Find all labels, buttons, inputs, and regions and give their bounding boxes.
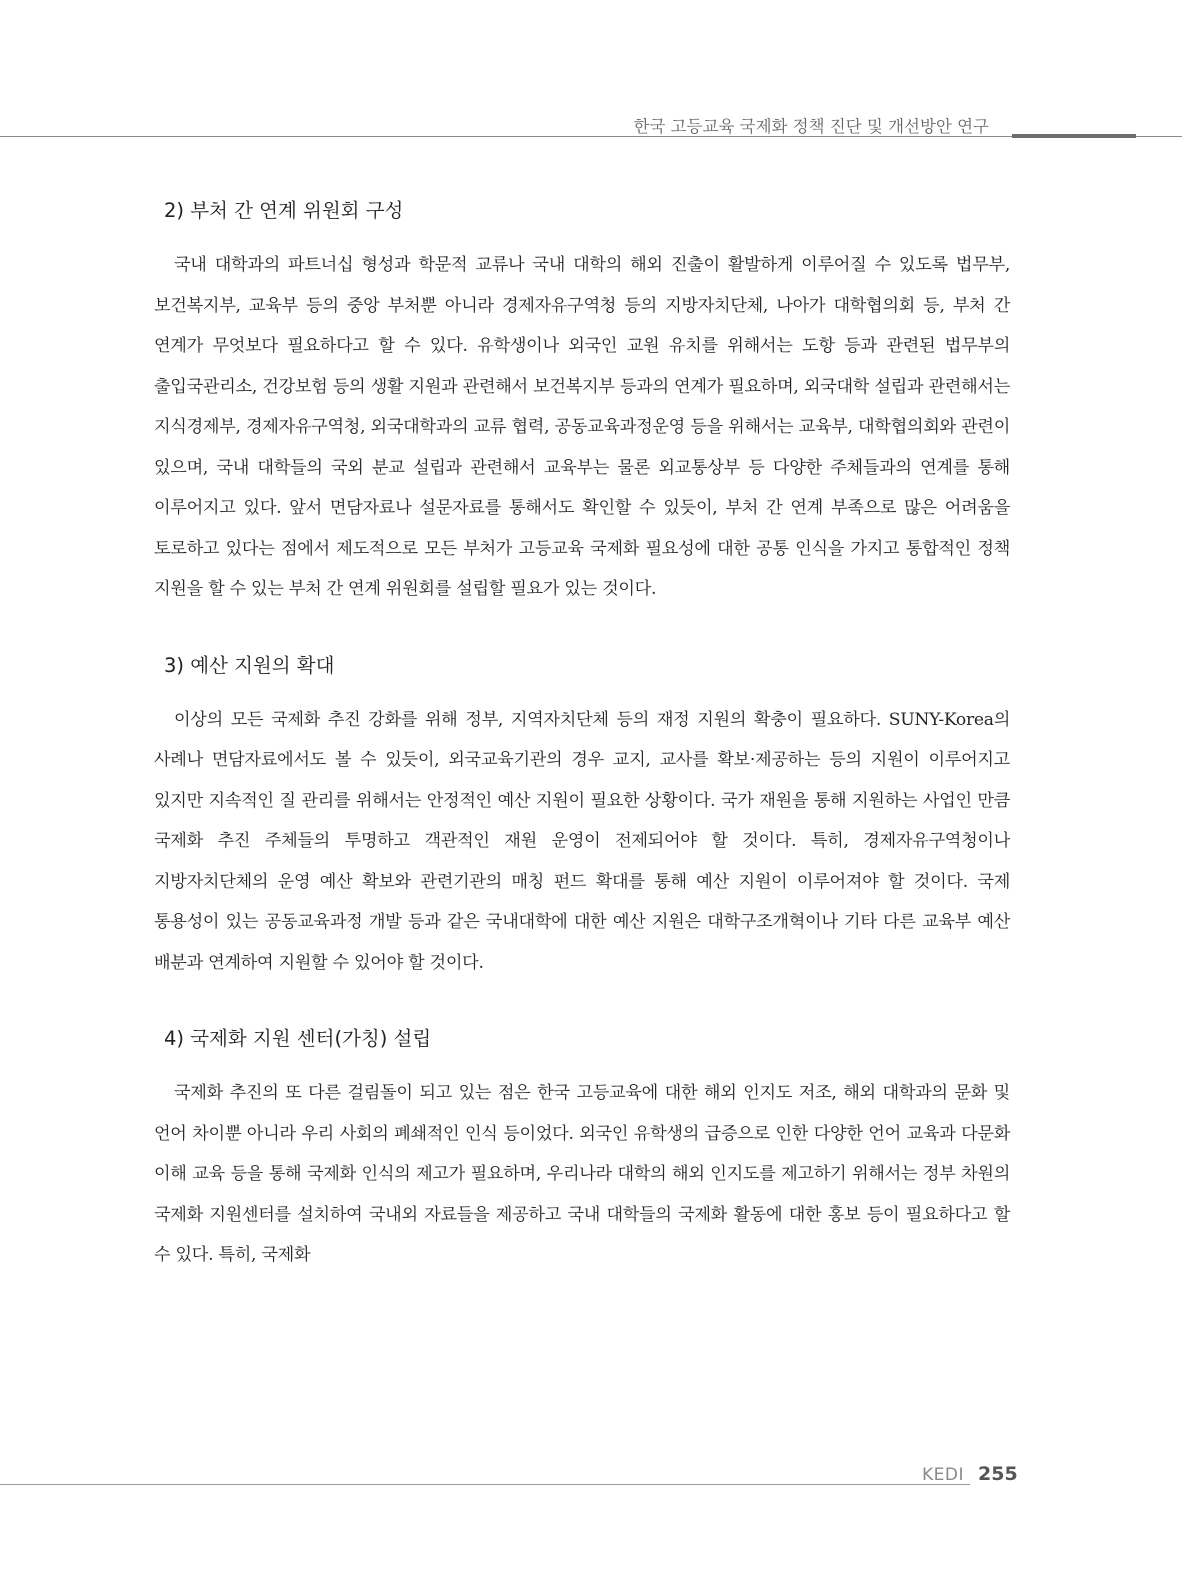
- section-budget-support: [154, 651, 1010, 984]
- header-rule-accent: [1012, 134, 1136, 138]
- footer-rule: [0, 1484, 970, 1485]
- page-body: [154, 196, 1010, 1276]
- running-header: [0, 105, 1182, 145]
- section-heading: 4) 국제화 지원 센터(가칭) 설립: [164, 1027, 432, 1050]
- section-paragraph: 이상의 모든 국제화 추진 강화를 위해 정부, 지역자치단체 등의 재정 지원의 확충이 필요하다. SUNY-Korea의 사례나 면담자료에서도 볼 수 있듯이, 외국교육기관의 경우 교지, 교사를 확보·제공하는 등의 지원이 이루어지고 있지만 지속적인 질 관리를 위해서는 안정적인 예산 지원이 필요한 상황이다. 국가 재원을 통해 지원하는 사업인 만큼 국제화 추진 주체들의 투명하고 객관적인 재원 운영이 전제되어야 할 것이다. 특히, 경제자유구역청이나 지방자치단체의 운영 예산 확보와 관련기관의 매칭 펀드 확대를 통해 예산 지원이 이루어져야 할 것이다. 국제 통용성이 있는 공동교육과정 개발 등과 같은 국내대학에 대한 예산 지원은 대학구조개혁이나 기타 다른 교육부 예산 배분과 연계하여 지원할 수 있어야 할 것이다.: [154, 709, 1010, 973]
- section-internationalization-center: [154, 1024, 1010, 1276]
- section-paragraph: 국내 대학과의 파트너십 형성과 학문적 교류나 국내 대학의 해외 진출이 활발하게 이루어질 수 있도록 법무부, 보건복지부, 교육부 등의 중앙 부처뿐 아니라 경제자유구역청 등의 지방자치단체, 나아가 대학협의회 등, 부처 간 연계가 무엇보다 필요하다고 할 수 있다. 유학생이나 외국인 교원 유치를 위해서는 도항 등과 관련된 법무부의 출입국관리소, 건강보험 등의 생활 지원과 관련해서 보건복지부 등과의 연계가 필요하며, 외국대학 설립과 관련해서는 지식경제부, 경제자유구역청, 외국대학과의 교류 협력, 공동교육과정운영 등을 위해서는 교육부, 대학협의회와 관련이 있으며, 국내 대학들의 국외 분교 설립과 관련해서 교육부는 물론 외교통상부 등 다양한 주체들과의 연계를 통해 이루어지고 있다. 앞서 면담자료나 설문자료를 통해서도 확인할 수 있듯이, 부처 간 연계 부족으로 많은 어려움을 토로하고 있다는 점에서 제도적으로 모든 부처가 고등교육 국제화 필요성에 대한 공통 인식을 가지고 통합적인 정책 지원을 할 수 있는 부처 간 연계 위원회를 설립할 필요가 있는 것이다.: [154, 255, 1010, 599]
- section-paragraph: 국제화 추진의 또 다른 걸림돌이 되고 있는 점은 한국 고등교육에 대한 해외 인지도 저조, 해외 대학과의 문화 및 언어 차이뿐 아니라 우리 사회의 폐쇄적인 인식 등이었다. 외국인 유학생의 급증으로 인한 다양한 언어 교육과 다문화 이해 교육 등을 통해 국제화 인식의 제고가 필요하며, 우리나라 대학의 해외 인지도를 제고하기 위해서는 정부 차원의 국제화 지원센터를 설치하여 국내외 자료들을 제공하고 국내 대학들의 국제화 활동에 대한 홍보 등이 필요하다고 할 수 있다. 특히, 국제화: [154, 1083, 1010, 1265]
- header-rule: [0, 136, 1182, 137]
- section-interministerial-committee: [154, 196, 1010, 610]
- section-heading: 2) 부처 간 연계 위원회 구성: [164, 199, 404, 222]
- publisher-label: KEDI: [922, 1465, 964, 1485]
- section-heading: 3) 예산 지원의 확대: [164, 653, 335, 677]
- running-footer: [0, 1460, 1182, 1500]
- page-number: 255: [978, 1463, 1018, 1485]
- running-header-title: 한국 고등교육 국제화 정책 진단 및 개선방안 연구: [633, 117, 989, 136]
